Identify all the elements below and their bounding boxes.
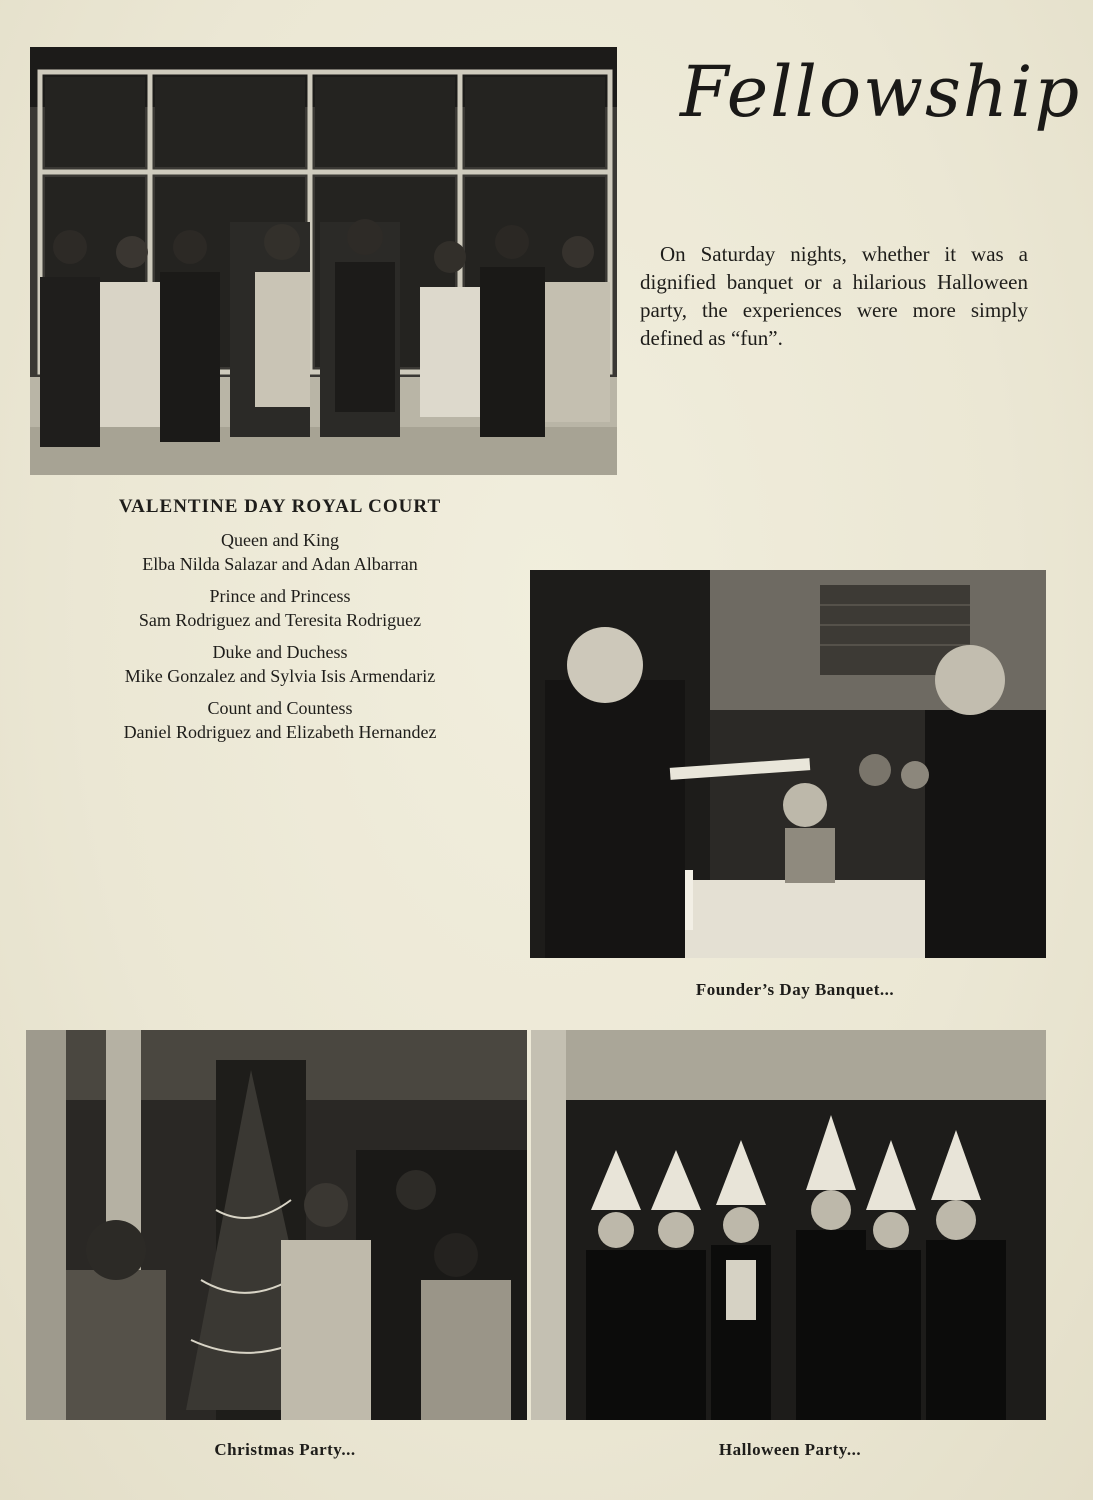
court-role: Prince and Princess	[209, 586, 351, 606]
christmas-party-caption: Christmas Party...	[214, 1440, 356, 1459]
christmas-party-photo	[26, 1030, 527, 1420]
court-role: Duke and Duchess	[212, 642, 348, 662]
founders-day-photo	[530, 570, 1046, 958]
halloween-party-photo	[531, 1030, 1046, 1420]
valentine-court-photo	[30, 47, 617, 475]
founders-day-caption: Founder’s Day Banquet...	[695, 980, 895, 999]
halloween-party-caption: Halloween Party...	[718, 1440, 862, 1459]
royal-court-heading: VALENTINE DAY ROYAL COURT	[118, 496, 442, 517]
page-title: Fellowship	[680, 51, 1082, 133]
court-role: Queen and King	[221, 530, 339, 550]
court-role: Count and Countess	[207, 698, 353, 718]
court-names: Mike Gonzalez and Sylvia Isis Armendariz	[124, 666, 436, 686]
court-names: Daniel Rodriguez and Elizabeth Hernandez	[123, 722, 437, 742]
court-names: Elba Nilda Salazar and Adan Albarran	[142, 554, 418, 574]
intro-paragraph: On Saturday nights, whether it was a dignified banquet or a hilarious Halloween party, the experiences were more simply defined as “fun”.	[640, 242, 1028, 350]
court-names: Sam Rodriguez and Teresita Rodriguez	[138, 610, 422, 630]
royal-court-list	[40, 496, 520, 752]
